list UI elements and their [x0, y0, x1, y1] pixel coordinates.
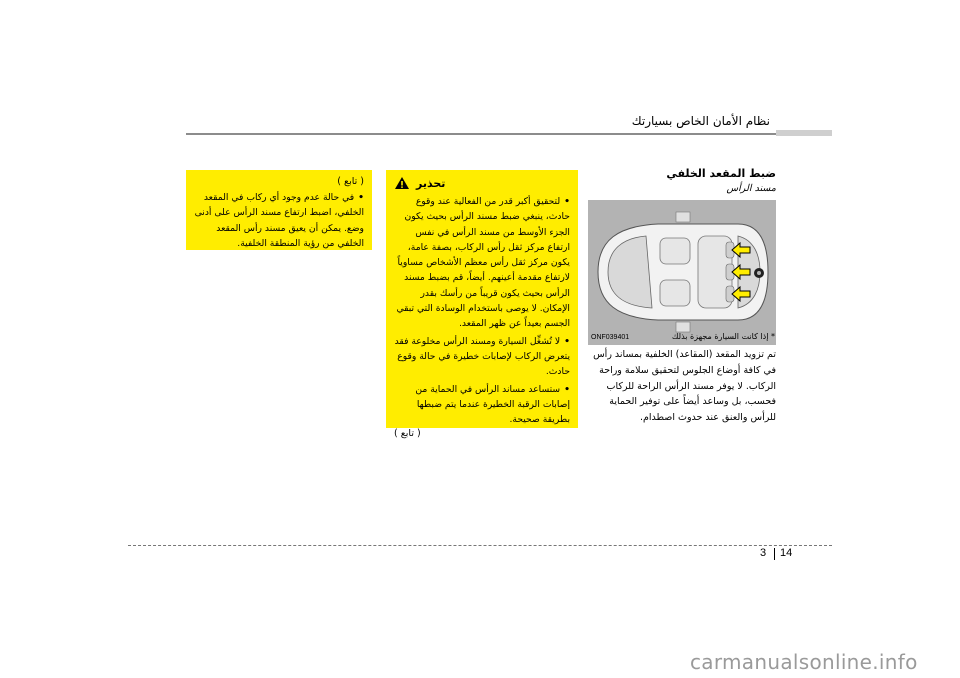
notice-box [186, 170, 372, 250]
figure-caption: * إذا كانت السيارة مجهزة بذلك [671, 332, 775, 341]
warning-bullet [394, 194, 570, 332]
bullet-dot-icon: • [358, 192, 364, 203]
footer-rule [128, 545, 832, 546]
car-seat-figure [588, 200, 776, 345]
warning-bullet-text: لا تُشغِّل السيارة ومسند الرأس مخلوعة فقد يتعرض الركاب لإصابات خطيرة في حالة وقوع حادث. [394, 335, 570, 378]
warning-triangle-icon [394, 176, 410, 190]
bullet-dot-icon: • [564, 196, 570, 207]
page-separator [774, 548, 775, 560]
warning-heading [394, 174, 570, 192]
warning-bullet [394, 382, 570, 428]
warning-title: تحذير [416, 176, 446, 190]
warning-continued-label: ( تابع ) [394, 428, 421, 440]
main-subheading: مسند الرأس [726, 183, 776, 194]
car-top-view-illustration [588, 200, 776, 345]
figure-code: ONF039401 [591, 334, 630, 341]
bullet-dot-icon: • [564, 383, 570, 395]
main-heading: ضبط المقعد الخلفي [666, 167, 776, 180]
warning-bullet-text: لتحقيق أكبر قدر من الفعالية عند وقوع حادث، ينبغي ضبط مسند الرأس بحيث يكون الجزء الأوسط من مسند الرأس في نفس ارتفاع مركز ثقل رأس الركاب، بصفة عامة، يكون مركز ثقل رأس معظم الأشخاص مساوياً لارتفاع مقدمة أعينهم. أيضاً، قم بضبط مسند الرأس بحيث يكون قريباً من رأسك بقدر الإمكان. لا يوصى باستخدام الوسادة التي تبقي الجسم بعيداً عن ظهر المقعد. [396, 196, 570, 330]
header-rule [186, 133, 776, 135]
section-title: نظام الأمان الخاص بسيارتك [631, 114, 770, 128]
warning-bullet [394, 334, 570, 380]
page-chapter: 3 [760, 547, 767, 559]
header-rule-tab [776, 130, 832, 136]
page-number: 14 [780, 547, 793, 559]
watermark: carmanualsonline.info [690, 650, 918, 674]
main-column [596, 166, 776, 200]
notice-continued-label: ( تابع ) [337, 176, 364, 187]
notice-bullet [194, 190, 364, 251]
warning-bullet-text: ستساعد مساند الرأس في الحماية من إصابات الرقبة الخطيرة عندما يتم ضبطها بطريقة صحيحة. [415, 383, 570, 426]
notice-bullet-text: في حالة عدم وجود أي ركاب في المقعد الخلفي، اضبط ارتفاع مسند الرأس على أدنى وضع. يمكن أن يعيق مسند رأس المقعد الخلفي من رؤية المنطقة الخلفية. [194, 192, 364, 249]
body-paragraph: تم تزويد المقعد (المقاعد) الخلفية بمساند رأس في كافة أوضاع الجلوس لتحقيق سلامة وراحة الركاب. لا يوفر مسند الرأس الراحة للركاب فحسب، بل وساعد أيضاً على توفير الحماية للرأس والعنق عند حدوث اصطدام. [593, 349, 776, 424]
bullet-dot-icon: • [564, 335, 570, 347]
warning-box [386, 170, 578, 440]
